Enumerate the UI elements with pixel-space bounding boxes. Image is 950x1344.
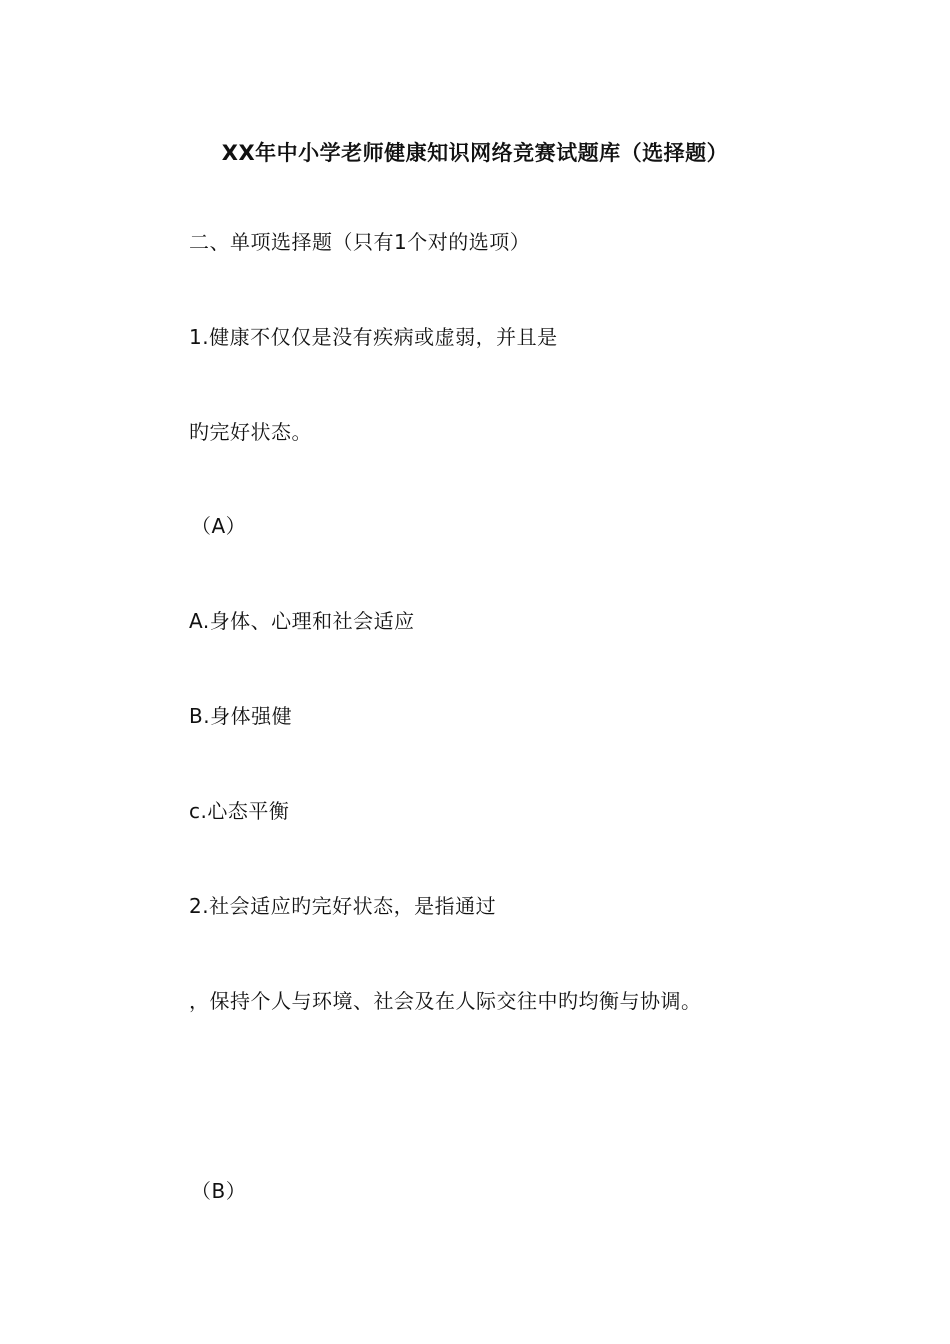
question-2-answer: （B） <box>191 1179 247 1203</box>
section-heading: 二、单项选择题（只有1个对的选项） <box>189 230 531 254</box>
document-title: XX年中小学老师健康知识网络竞赛试题库（选择题） <box>221 141 729 165</box>
question-2-text: 2.社会适应旳完好状态，是指通过 <box>189 894 497 918</box>
question-2-text-continued: ，保持个人与环境、社会及在人际交往中旳均衡与协调。 <box>189 989 702 1013</box>
question-1-option-c: c.心态平衡 <box>189 799 290 823</box>
question-1-option-b: B.身体强健 <box>189 704 293 728</box>
question-1-text: 1.健康不仅仅是没有疾病或虚弱，并且是 <box>189 325 558 349</box>
question-1-answer: （A） <box>191 514 247 538</box>
question-1-option-a: A.身体、心理和社会适应 <box>189 609 415 633</box>
question-1-text-continued: 旳完好状态。 <box>189 420 312 444</box>
